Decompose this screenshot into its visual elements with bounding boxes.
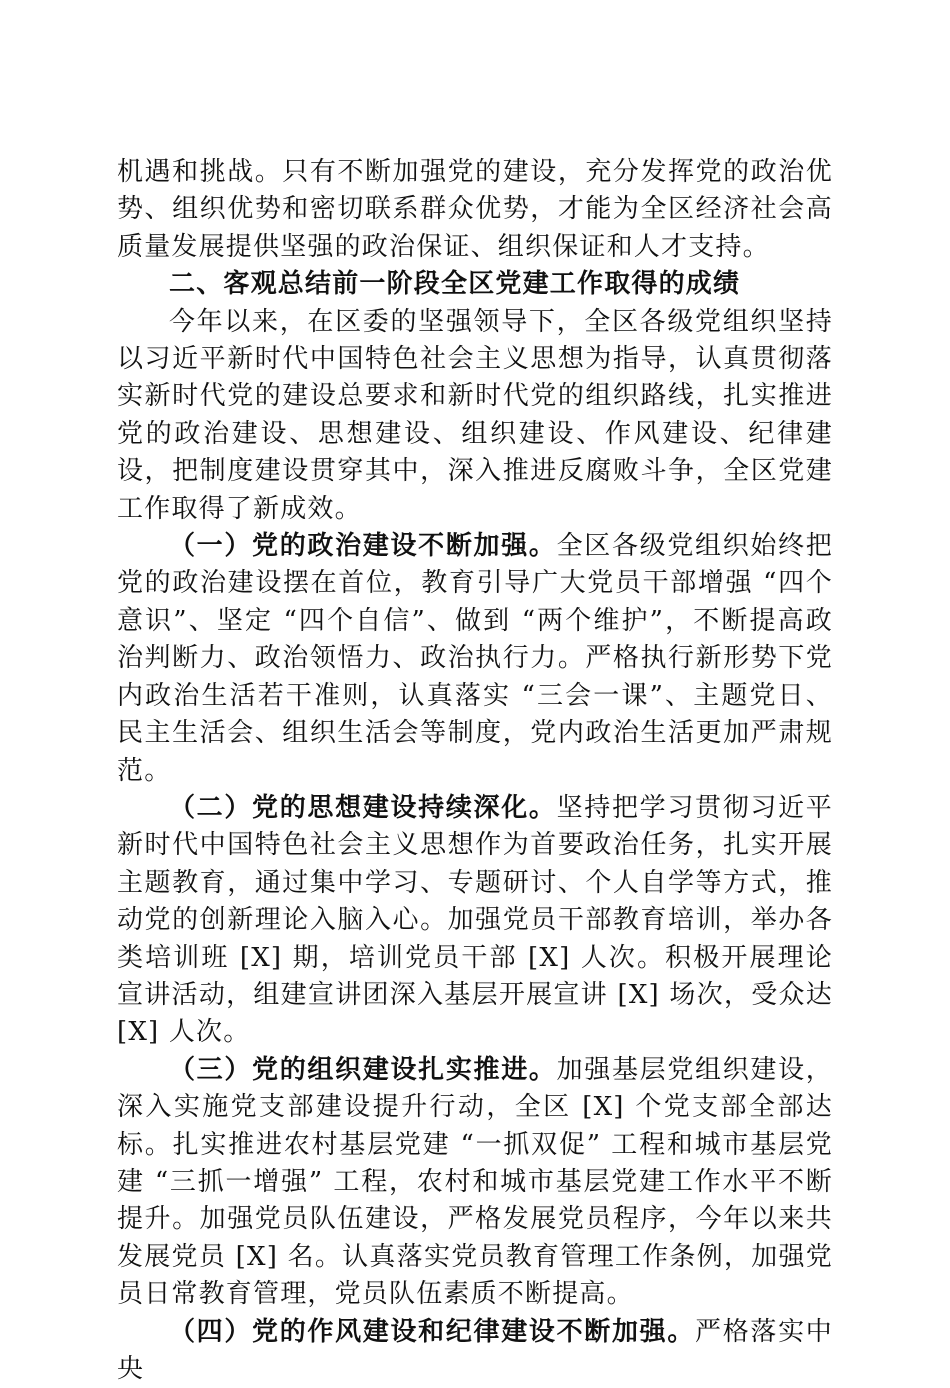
item-3-lead: （三）党的组织建设扎实推进。 bbox=[169, 1054, 557, 1085]
item-1-lead: （一）党的政治建设不断加强。 bbox=[169, 531, 557, 562]
paragraph-item-1 bbox=[117, 528, 833, 790]
item-3-body: 加强基层党组织建设，深入实施党支部建设提升行动，全区 [X] 个党支部全部达标。扎实推进农村基层党建 “一抓双促” 工程和城市基层党建 “三抓一增强” 工程，农村和城市基层党建工作水平不断提升。加强党员队伍建设，严格发展党员程序，今年以来共发展党员 [X] 名。认真落实党员教育管理工作条例，加强党员日常教育管理，党员队伍素质不断提高。 bbox=[117, 1054, 833, 1310]
paragraph-item-3 bbox=[117, 1052, 833, 1314]
paragraph-item-2 bbox=[117, 790, 833, 1052]
item-2-lead: （二）党的思想建设持续深化。 bbox=[169, 792, 557, 823]
document-body bbox=[117, 154, 833, 1388]
item-2-body: 坚持把学习贯彻习近平新时代中国特色社会主义思想作为首要政治任务，扎实开展主题教育，通过集中学习、专题研讨、个人自学等方式，推动党的创新理论入脑入心。加强党员干部教育培训，举办各类培训班 [X] 期，培训党员干部 [X] 人次。积极开展理论宣讲活动，组建宣讲团深入基层开展宣讲 [X] 场次，受众达 [X] 人次。 bbox=[117, 792, 833, 1048]
paragraph-item-4 bbox=[117, 1314, 833, 1388]
item-4-lead: （四）党的作风建设和纪律建设不断加强。 bbox=[169, 1316, 696, 1347]
paragraph-continuation: 机遇和挑战。只有不断加强党的建设，充分发挥党的政治优势、组织优势和密切联系群众优势，才能为全区经济社会高质量发展提供坚强的政治保证、组织保证和人才支持。 bbox=[117, 157, 833, 262]
section-heading: 二、客观总结前一阶段全区党建工作取得的成绩 bbox=[169, 269, 741, 300]
paragraph-intro: 今年以来，在区委的坚强领导下，全区各级党组织坚持以习近平新时代中国特色社会主义思想为指导，认真贯彻落实新时代党的建设总要求和新时代党的组织路线，扎实推进党的政治建设、思想建设、组织建设、作风建设、纪律建设，把制度建设贯穿其中，深入推进反腐败斗争，全区党建工作取得了新成效。 bbox=[117, 306, 833, 524]
item-1-body: 全区各级党组织始终把党的政治建设摆在首位，教育引导广大党员干部增强 “四个意识”、坚定 “四个自信”、做到 “两个维护”，不断提高政治判断力、政治领悟力、政治执行力。严格执行新形势下党内政治生活若干准则，认真落实 “三会一课”、主题党日、民主生活会、组织生活会等制度，党内政治生活更加严肃规范。 bbox=[117, 531, 833, 786]
item-4-body: 严格落实中央 bbox=[117, 1316, 833, 1384]
